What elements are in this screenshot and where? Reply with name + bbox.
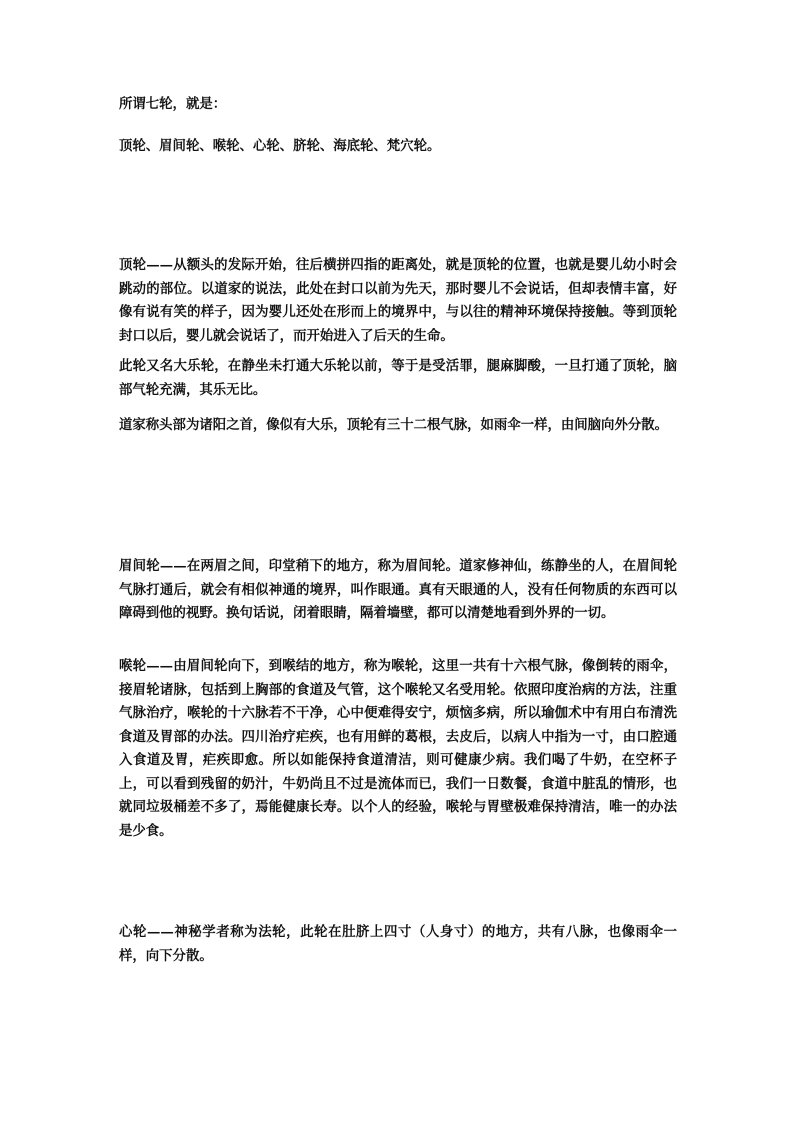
- brow-chakra-paragraph: 眉间轮——在两眉之间，印堂稍下的地方，称为眉间轮。道家修神仙，练静坐的人，在眉间轮气脉打通后，就会有相似神通的境界，叫作眼通。真有天眼通的人，没有任何物质的东西可以障碍到他的视野。换句话说，闭着眼睛，隔着墙壁，都可以清楚地看到外界的一切。: [119, 558, 677, 621]
- taoist-head-paragraph: 道家称头部为诸阳之首，像似有大乐，顶轮有三十二根气脉，如雨伞一样，由间脑向外分散。: [119, 417, 669, 433]
- chakra-list: 顶轮、眉间轮、喉轮、心轮、脐轮、海底轮、梵穴轮。: [119, 138, 441, 154]
- crown-chakra-paragraph: 顶轮——从额头的发际开始，往后横拼四指的距离处，就是顶轮的位置，也就是婴儿幼小时会跳动的部位。以道家的说法，此处在封口以前为先天，那时婴儿不会说话，但却表情丰富，好像有说有笑的样子，因为婴儿还处在形而上的境界中，与以往的精神环境保持接触。等到顶轮封口以后，婴儿就会说话了，而开始进入了后天的生命。: [119, 257, 677, 344]
- heart-chakra-paragraph: 心轮——神秘学者称为法轮，此轮在肚脐上四寸（人身寸）的地方，共有八脉，也像雨伞一样，向下分散。: [119, 924, 677, 964]
- throat-chakra-paragraph: 喉轮——由眉间轮向下，到喉结的地方，称为喉轮，这里一共有十六根气脉，像倒转的雨伞，接眉轮诸脉，包括到上胸部的食道及气管，这个喉轮又名受用轮。依照印度治病的方法，注重气脉治疗，喉轮的十六脉若不干净，心中便难得安宁，烦恼多病，所以瑜伽术中有用白布清洗食道及胃部的办法。四川治疗疟疾，也有用鲜的葛根，去皮后，以病人中指为一寸，由口腔通入食道及胃，疟疾即愈。所以如能保持食道清洁，则可健康少病。我们喝了牛奶，在空杯子上，可以看到残留的奶汁，牛奶尚且不过是流体而已，我们一日数餐，食道中脏乱的情形，也就同垃圾桶差不多了，焉能健康长寿。以个人的经验，喉轮与胃壁极难保持清洁，唯一的办法是少食。: [119, 658, 677, 839]
- intro-line: 所谓七轮，就是：: [119, 96, 227, 112]
- bliss-wheel-paragraph: 此轮又名大乐轮，在静坐未打通大乐轮以前，等于是受活罪，腿麻脚酸，一旦打通了顶轮，脑部气轮充满，其乐无比。: [119, 358, 677, 398]
